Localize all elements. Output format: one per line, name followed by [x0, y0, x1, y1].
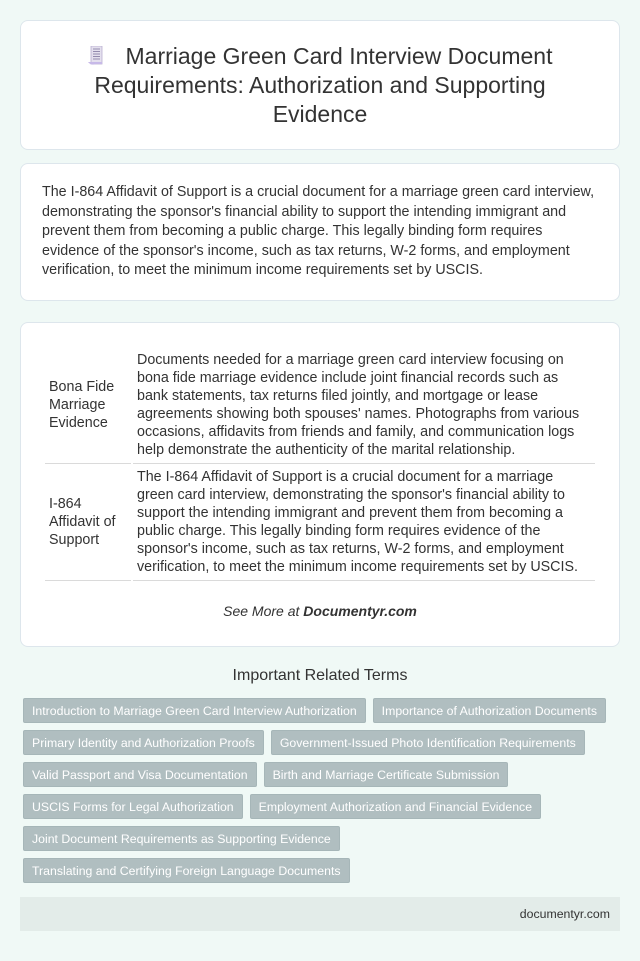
terms-table-card [20, 322, 620, 647]
intro-text: The I-864 Affidavit of Support is a crucial document for a marriage green card interview, demonstrating the sponsor's financial ability to support the intending immigrant and prevent them from becoming a public charge. This legally binding form requires evidence of the sponsor's income, such as tax returns, W-2 forms, and employment verification, to meet the minimum income requirements set by USCIS. [42, 184, 595, 278]
table-term: I-864 Affidavit of Support [45, 464, 131, 581]
intro-card [20, 163, 620, 301]
table-term: Bona Fide Marriage Evidence [45, 347, 131, 464]
related-term-tag[interactable]: USCIS Forms for Legal Authorization [23, 794, 243, 819]
related-term-tag[interactable]: Primary Identity and Authorization Proofs [23, 730, 264, 755]
document-icon [88, 44, 104, 64]
related-term-tag[interactable]: Valid Passport and Visa Documentation [23, 762, 257, 787]
related-terms-title: Important Related Terms [232, 667, 408, 684]
related-term-tag[interactable]: Government-Issued Photo Identification Requirements [271, 730, 585, 755]
see-more-link[interactable]: Documentyr.com [303, 603, 417, 619]
terms-table [43, 347, 597, 581]
footer-site-link[interactable]: documentyr.com [519, 907, 610, 921]
related-term-tag[interactable]: Translating and Certifying Foreign Language Documents [23, 858, 350, 883]
related-term-tag[interactable]: Importance of Authorization Documents [373, 698, 606, 723]
see-more [43, 603, 597, 619]
table-row [45, 347, 595, 464]
related-term-tag[interactable]: Joint Document Requirements as Supporting Evidence [23, 826, 340, 851]
table-row [45, 464, 595, 581]
see-more-prefix: See More at [223, 603, 304, 619]
table-description: Documents needed for a marriage green card interview focusing on bona fide marriage evidence include joint financial records such as bank statements, tax returns filed jointly, and mortgage or lease agreements showing both spouses' names. Photographs from various occasions, affidavits from friends and family, and communication logs help demonstrate the authenticity of the marital relationship. [133, 347, 595, 464]
header-card [20, 20, 620, 150]
page-title [71, 42, 569, 129]
page-title-text: Marriage Green Card Interview Document Requirements: Authorization and Supporting Evidence [94, 42, 553, 127]
related-terms-list [20, 698, 620, 883]
related-term-tag[interactable]: Introduction to Marriage Green Card Interview Authorization [23, 698, 366, 723]
related-term-tag[interactable]: Birth and Marriage Certificate Submission [264, 762, 509, 787]
footer [20, 897, 620, 931]
table-description: The I-864 Affidavit of Support is a crucial document for a marriage green card interview, demonstrating the sponsor's financial ability to support the intending immigrant and prevent them from becoming a public charge. This legally binding form requires evidence of the sponsor's income, such as tax returns, W-2 forms, and employment verification, to meet the minimum income requirements set by USCIS. [133, 464, 595, 581]
related-term-tag[interactable]: Employment Authorization and Financial Evidence [250, 794, 541, 819]
